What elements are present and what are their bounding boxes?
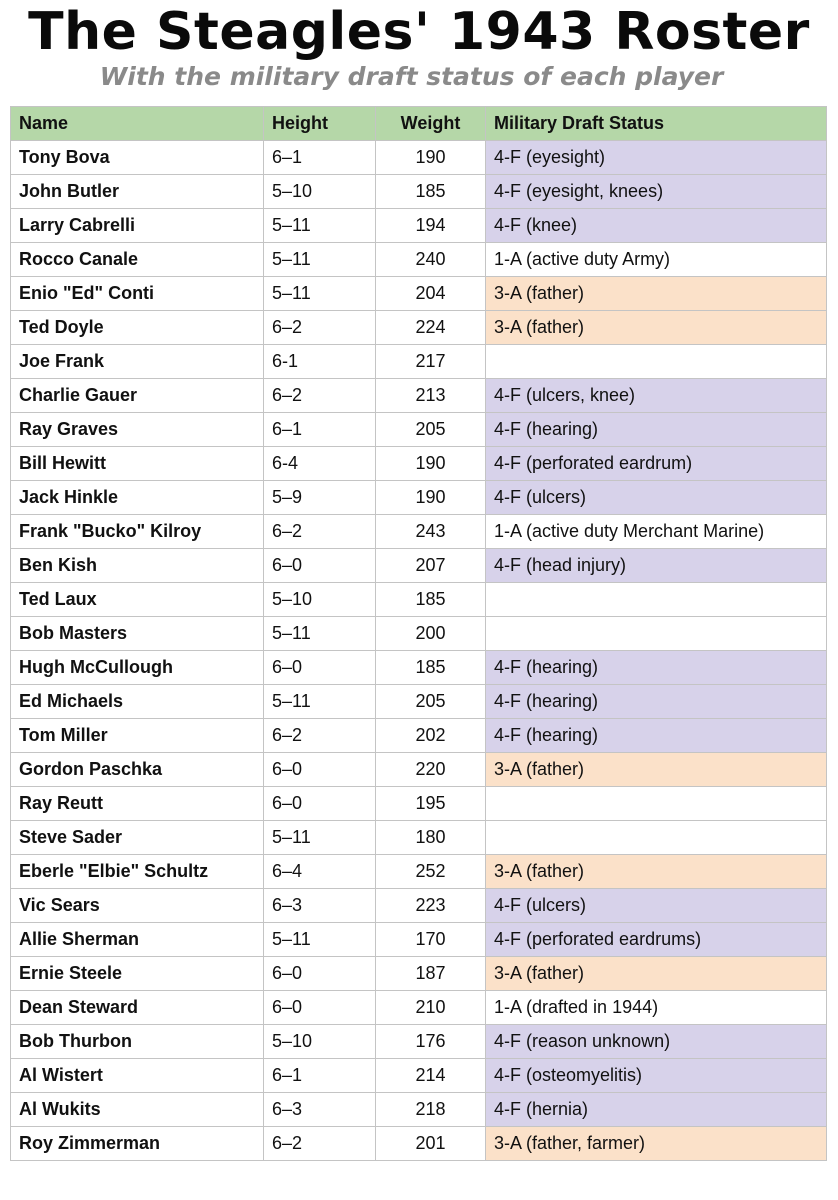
table-row: [11, 413, 827, 447]
player-draft-status-cell: 4-F (perforated eardrum): [486, 447, 827, 481]
player-weight-cell: 180: [376, 821, 486, 855]
player-name-cell: Joe Frank: [11, 345, 264, 379]
player-draft-status-cell: 4-F (reason unknown): [486, 1025, 827, 1059]
table-row: [11, 753, 827, 787]
player-weight-cell: 223: [376, 889, 486, 923]
table-row: [11, 583, 827, 617]
player-name-cell: Bob Masters: [11, 617, 264, 651]
player-height-cell: 5–10: [264, 1025, 376, 1059]
table-row: [11, 889, 827, 923]
player-height-cell: 6–1: [264, 1059, 376, 1093]
table-row: [11, 243, 827, 277]
roster-table-body: [11, 141, 827, 1161]
player-name-cell: Ben Kish: [11, 549, 264, 583]
player-weight-cell: 201: [376, 1127, 486, 1161]
player-draft-status-cell: [486, 787, 827, 821]
player-draft-status-cell: 4-F (eyesight, knees): [486, 175, 827, 209]
player-name-cell: Steve Sader: [11, 821, 264, 855]
player-draft-status-cell: 3-A (father): [486, 277, 827, 311]
player-weight-cell: 218: [376, 1093, 486, 1127]
player-name-cell: Jack Hinkle: [11, 481, 264, 515]
player-weight-cell: 176: [376, 1025, 486, 1059]
player-height-cell: 6–2: [264, 311, 376, 345]
player-weight-cell: 217: [376, 345, 486, 379]
player-weight-cell: 207: [376, 549, 486, 583]
player-name-cell: Allie Sherman: [11, 923, 264, 957]
player-name-cell: Eberle "Elbie" Schultz: [11, 855, 264, 889]
player-height-cell: 5–11: [264, 277, 376, 311]
player-weight-cell: 214: [376, 1059, 486, 1093]
player-name-cell: Ted Doyle: [11, 311, 264, 345]
table-row: [11, 481, 827, 515]
table-row: [11, 617, 827, 651]
table-row: [11, 855, 827, 889]
player-draft-status-cell: 1-A (active duty Merchant Marine): [486, 515, 827, 549]
player-name-cell: Al Wistert: [11, 1059, 264, 1093]
table-row: [11, 549, 827, 583]
player-weight-cell: 194: [376, 209, 486, 243]
player-weight-cell: 190: [376, 481, 486, 515]
player-weight-cell: 187: [376, 957, 486, 991]
table-row: [11, 957, 827, 991]
player-draft-status-cell: 4-F (hearing): [486, 719, 827, 753]
page-title: The Steagles' 1943 Roster: [28, 2, 810, 62]
player-name-cell: Ray Reutt: [11, 787, 264, 821]
player-name-cell: John Butler: [11, 175, 264, 209]
player-draft-status-cell: 3-A (father): [486, 753, 827, 787]
table-row: [11, 991, 827, 1025]
player-draft-status-cell: 4-F (ulcers, knee): [486, 379, 827, 413]
player-name-cell: Frank "Bucko" Kilroy: [11, 515, 264, 549]
player-weight-cell: 252: [376, 855, 486, 889]
player-name-cell: Hugh McCullough: [11, 651, 264, 685]
player-draft-status-cell: 4-F (hearing): [486, 651, 827, 685]
player-height-cell: 6–0: [264, 753, 376, 787]
player-draft-status-cell: 3-A (father): [486, 855, 827, 889]
table-row: [11, 141, 827, 175]
player-height-cell: 5–10: [264, 583, 376, 617]
player-height-cell: 5–11: [264, 617, 376, 651]
player-height-cell: 6–0: [264, 957, 376, 991]
player-name-cell: Ray Graves: [11, 413, 264, 447]
player-name-cell: Enio "Ed" Conti: [11, 277, 264, 311]
player-weight-cell: 185: [376, 175, 486, 209]
player-draft-status-cell: 4-F (ulcers): [486, 889, 827, 923]
player-weight-cell: 200: [376, 617, 486, 651]
table-row: [11, 923, 827, 957]
player-height-cell: 5–11: [264, 685, 376, 719]
player-height-cell: 6-4: [264, 447, 376, 481]
player-weight-cell: 224: [376, 311, 486, 345]
player-draft-status-cell: 4-F (ulcers): [486, 481, 827, 515]
player-height-cell: 5–11: [264, 243, 376, 277]
player-draft-status-cell: 4-F (perforated eardrums): [486, 923, 827, 957]
table-row: [11, 175, 827, 209]
player-height-cell: 6-1: [264, 345, 376, 379]
player-weight-cell: 170: [376, 923, 486, 957]
player-name-cell: Roy Zimmerman: [11, 1127, 264, 1161]
player-weight-cell: 243: [376, 515, 486, 549]
player-height-cell: 6–3: [264, 1093, 376, 1127]
player-draft-status-cell: [486, 617, 827, 651]
player-height-cell: 6–0: [264, 787, 376, 821]
player-name-cell: Bill Hewitt: [11, 447, 264, 481]
column-header-height: Height: [264, 107, 376, 141]
player-height-cell: 6–4: [264, 855, 376, 889]
player-draft-status-cell: 3-A (father): [486, 311, 827, 345]
player-height-cell: 5–10: [264, 175, 376, 209]
table-row: [11, 515, 827, 549]
table-row: [11, 821, 827, 855]
column-header-name: Name: [11, 107, 264, 141]
player-name-cell: Gordon Paschka: [11, 753, 264, 787]
player-height-cell: 6–2: [264, 379, 376, 413]
player-weight-cell: 240: [376, 243, 486, 277]
player-height-cell: 5–11: [264, 209, 376, 243]
player-height-cell: 6–1: [264, 413, 376, 447]
player-height-cell: 6–2: [264, 1127, 376, 1161]
player-draft-status-cell: 1-A (active duty Army): [486, 243, 827, 277]
table-row: [11, 719, 827, 753]
table-row: [11, 787, 827, 821]
player-weight-cell: 205: [376, 685, 486, 719]
player-draft-status-cell: 1-A (drafted in 1944): [486, 991, 827, 1025]
page-subtitle: With the military draft status of each player: [99, 62, 724, 91]
player-weight-cell: 204: [376, 277, 486, 311]
player-height-cell: 6–0: [264, 651, 376, 685]
player-draft-status-cell: [486, 583, 827, 617]
player-name-cell: Tom Miller: [11, 719, 264, 753]
player-draft-status-cell: 4-F (knee): [486, 209, 827, 243]
player-weight-cell: 190: [376, 447, 486, 481]
player-height-cell: 6–2: [264, 719, 376, 753]
table-row: [11, 1093, 827, 1127]
table-row: [11, 311, 827, 345]
player-weight-cell: 190: [376, 141, 486, 175]
player-draft-status-cell: 4-F (head injury): [486, 549, 827, 583]
player-name-cell: Ed Michaels: [11, 685, 264, 719]
player-weight-cell: 195: [376, 787, 486, 821]
table-row: [11, 209, 827, 243]
roster-table: [10, 106, 827, 1161]
table-row: [11, 1025, 827, 1059]
player-name-cell: Vic Sears: [11, 889, 264, 923]
column-header-weight: Weight: [376, 107, 486, 141]
player-draft-status-cell: 4-F (hearing): [486, 685, 827, 719]
player-draft-status-cell: 4-F (osteomyelitis): [486, 1059, 827, 1093]
player-height-cell: 6–3: [264, 889, 376, 923]
player-height-cell: 6–0: [264, 991, 376, 1025]
table-row: [11, 345, 827, 379]
player-name-cell: Bob Thurbon: [11, 1025, 264, 1059]
player-draft-status-cell: [486, 821, 827, 855]
player-height-cell: 6–2: [264, 515, 376, 549]
player-name-cell: Larry Cabrelli: [11, 209, 264, 243]
player-name-cell: Ernie Steele: [11, 957, 264, 991]
player-height-cell: 5–11: [264, 821, 376, 855]
player-name-cell: Charlie Gauer: [11, 379, 264, 413]
player-height-cell: 5–9: [264, 481, 376, 515]
player-height-cell: 6–0: [264, 549, 376, 583]
player-weight-cell: 210: [376, 991, 486, 1025]
player-draft-status-cell: 3-A (father): [486, 957, 827, 991]
player-name-cell: Al Wukits: [11, 1093, 264, 1127]
player-weight-cell: 185: [376, 583, 486, 617]
player-name-cell: Dean Steward: [11, 991, 264, 1025]
player-name-cell: Rocco Canale: [11, 243, 264, 277]
table-row: [11, 379, 827, 413]
player-weight-cell: 205: [376, 413, 486, 447]
table-row: [11, 1059, 827, 1093]
player-height-cell: 5–11: [264, 923, 376, 957]
table-row: [11, 685, 827, 719]
player-draft-status-cell: [486, 345, 827, 379]
table-row: [11, 1127, 827, 1161]
player-weight-cell: 202: [376, 719, 486, 753]
player-name-cell: Tony Bova: [11, 141, 264, 175]
player-draft-status-cell: 4-F (hernia): [486, 1093, 827, 1127]
player-draft-status-cell: 3-A (father, farmer): [486, 1127, 827, 1161]
player-draft-status-cell: 4-F (eyesight): [486, 141, 827, 175]
column-header-draft-status: Military Draft Status: [486, 107, 827, 141]
table-row: [11, 651, 827, 685]
player-draft-status-cell: 4-F (hearing): [486, 413, 827, 447]
player-weight-cell: 213: [376, 379, 486, 413]
player-name-cell: Ted Laux: [11, 583, 264, 617]
table-row: [11, 277, 827, 311]
table-row: [11, 447, 827, 481]
player-height-cell: 6–1: [264, 141, 376, 175]
player-weight-cell: 185: [376, 651, 486, 685]
player-weight-cell: 220: [376, 753, 486, 787]
table-header-row: [11, 107, 827, 141]
